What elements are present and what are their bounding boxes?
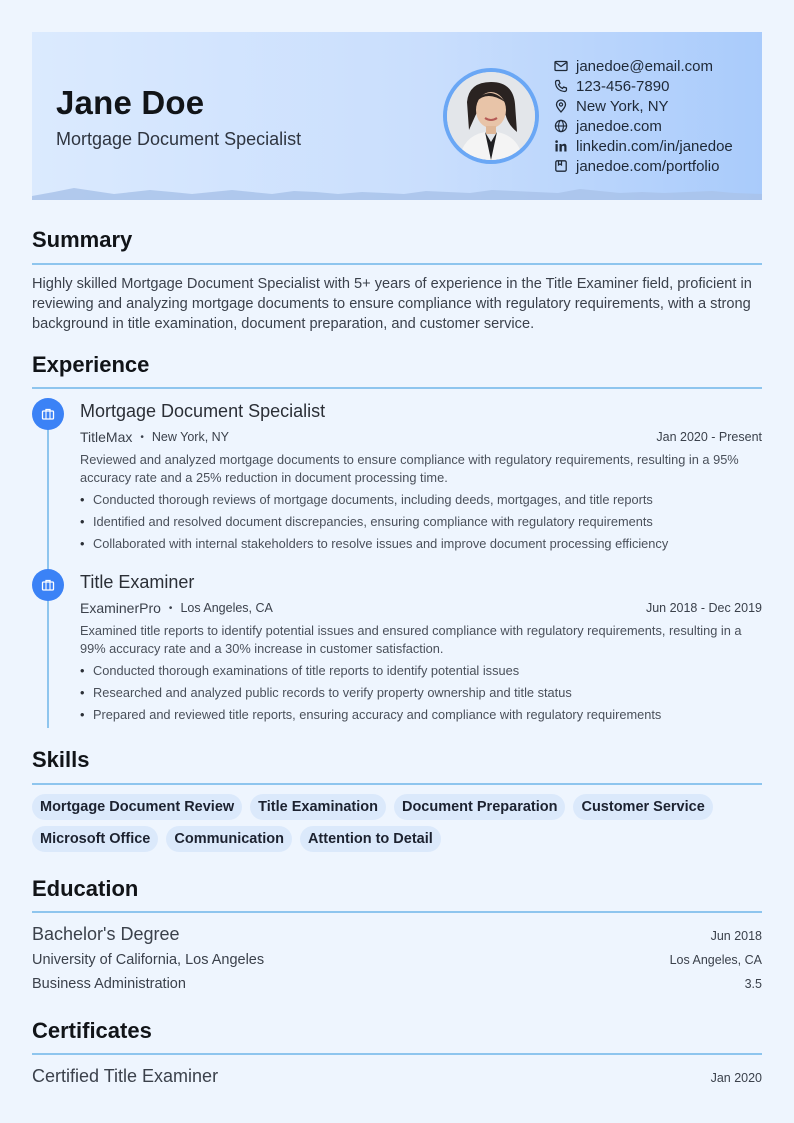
globe-icon — [554, 119, 568, 133]
education-field-row — [32, 976, 762, 992]
job-description: Examined title reports to identify potential issues and ensured compliance with regulatory requirements, resulting in a 99% accuracy rate and a 30% increase in customer satisfaction. — [80, 623, 742, 656]
skill-tag: Microsoft Office — [32, 826, 158, 852]
contact-website-text: janedoe.com — [576, 117, 662, 135]
avatar — [443, 68, 539, 164]
section-divider — [32, 1053, 762, 1055]
skill-tag: Attention to Detail — [300, 826, 441, 852]
skill-tag: Customer Service — [573, 794, 712, 820]
skills-list — [32, 794, 762, 858]
profile-photo — [447, 72, 535, 160]
contact-email-text: janedoe@email.com — [576, 57, 713, 75]
candidate-name: Jane Doe — [56, 84, 205, 121]
contact-linkedin-text: linkedin.com/in/janedoe — [576, 137, 733, 155]
section-divider — [32, 387, 762, 389]
contact-list — [554, 56, 733, 176]
section-divider — [32, 911, 762, 913]
job-title: Title Examiner — [80, 572, 195, 592]
skills-heading: Skills — [32, 747, 90, 772]
job-bullet: • Identified and resolved document discrepancies, ensuring compliance with regulatory requirements — [80, 511, 762, 533]
education-location: Los Angeles, CA — [669, 953, 762, 967]
separator-dot: • — [140, 431, 144, 443]
linkedin-icon — [554, 139, 568, 153]
certificate-row — [32, 1066, 762, 1087]
education-school-row — [32, 952, 762, 968]
job-meta — [80, 429, 762, 445]
job-bullet: • Conducted thorough examinations of title reports to identify potential issues — [80, 660, 762, 682]
skill-tag: Title Examination — [250, 794, 386, 820]
contact-website[interactable] — [554, 116, 733, 136]
contact-email[interactable] — [554, 56, 733, 76]
education-date: Jun 2018 — [710, 929, 762, 943]
candidate-role: Mortgage Document Specialist — [56, 129, 302, 149]
education-degree: Bachelor's Degree — [32, 924, 180, 944]
education-school: University of California, Los Angeles — [32, 952, 265, 968]
job-company: TitleMax — [80, 429, 133, 445]
contact-portfolio[interactable] — [554, 156, 733, 176]
job-meta — [80, 600, 762, 616]
job-date: Jan 2020 - Present — [656, 430, 762, 444]
certificates-heading: Certificates — [32, 1018, 152, 1043]
job-description: Reviewed and analyzed mortgage documents to ensure compliance with regulatory requirements, resulting in a 95% accuracy rate and a 25% reduction in document processing time. — [80, 452, 739, 485]
briefcase-icon — [32, 569, 64, 601]
summary-text: Highly skilled Mortgage Document Specialist with 5+ years of experience in the Title Examiner field, proficient in reviewing and analyzing mortgage documents to ensure compliance with regulatory requirements, with a strong background in title examination, document preparation, and customer service. — [32, 276, 752, 332]
skill-tag: Document Preparation — [394, 794, 566, 820]
job-date: Jun 2018 - Dec 2019 — [645, 601, 762, 615]
experience-heading: Experience — [32, 352, 150, 377]
contact-phone[interactable] — [554, 76, 733, 96]
job-location: New York, NY — [151, 430, 230, 444]
phone-icon — [554, 79, 568, 93]
job-bullet: • Collaborated with internal stakeholders to resolve issues and improve document processing efficiency — [80, 533, 762, 555]
job-bullets — [80, 660, 762, 726]
job-bullets — [80, 489, 762, 555]
section-divider — [32, 263, 762, 265]
header-wave-decoration — [32, 180, 762, 200]
skills-row — [32, 826, 762, 852]
contact-portfolio-text: janedoe.com/portfolio — [576, 157, 720, 175]
job-bullet: • Conducted thorough reviews of mortgage documents, including deeds, mortgages, and title reports — [80, 489, 762, 511]
education-heading: Education — [32, 876, 139, 901]
education-gpa: 3.5 — [744, 977, 762, 991]
contact-phone-text: 123-456-7890 — [576, 77, 670, 95]
contact-linkedin[interactable] — [554, 136, 733, 156]
contact-location — [554, 96, 733, 116]
separator-dot: • — [168, 602, 173, 614]
briefcase-icon — [32, 398, 64, 430]
education-field: Business Administration — [32, 976, 186, 992]
job-company: ExaminerPro — [80, 600, 161, 616]
education-degree-row — [32, 924, 762, 945]
skills-row — [32, 794, 762, 820]
certificate-name: Certified Title Examiner — [32, 1066, 219, 1086]
person-photo-icon — [447, 72, 535, 160]
certificate-date: Jan 2020 — [710, 1071, 762, 1085]
mail-icon — [554, 59, 568, 73]
skill-tag: Communication — [166, 826, 292, 852]
resume-header — [32, 32, 762, 200]
section-divider — [32, 783, 762, 785]
job-location: Los Angeles, CA — [180, 601, 273, 615]
skill-tag: Mortgage Document Review — [32, 794, 242, 820]
summary-heading: Summary — [32, 227, 133, 252]
job-title: Mortgage Document Specialist — [80, 401, 326, 421]
job-bullet: • Prepared and reviewed title reports, ensuring accuracy and compliance with regulatory requirements — [80, 704, 762, 726]
job-bullet: • Researched and analyzed public records to verify property ownership and title status — [80, 682, 762, 704]
location-icon — [554, 99, 568, 113]
contact-location-text: New York, NY — [576, 97, 669, 115]
portfolio-icon — [554, 159, 568, 173]
